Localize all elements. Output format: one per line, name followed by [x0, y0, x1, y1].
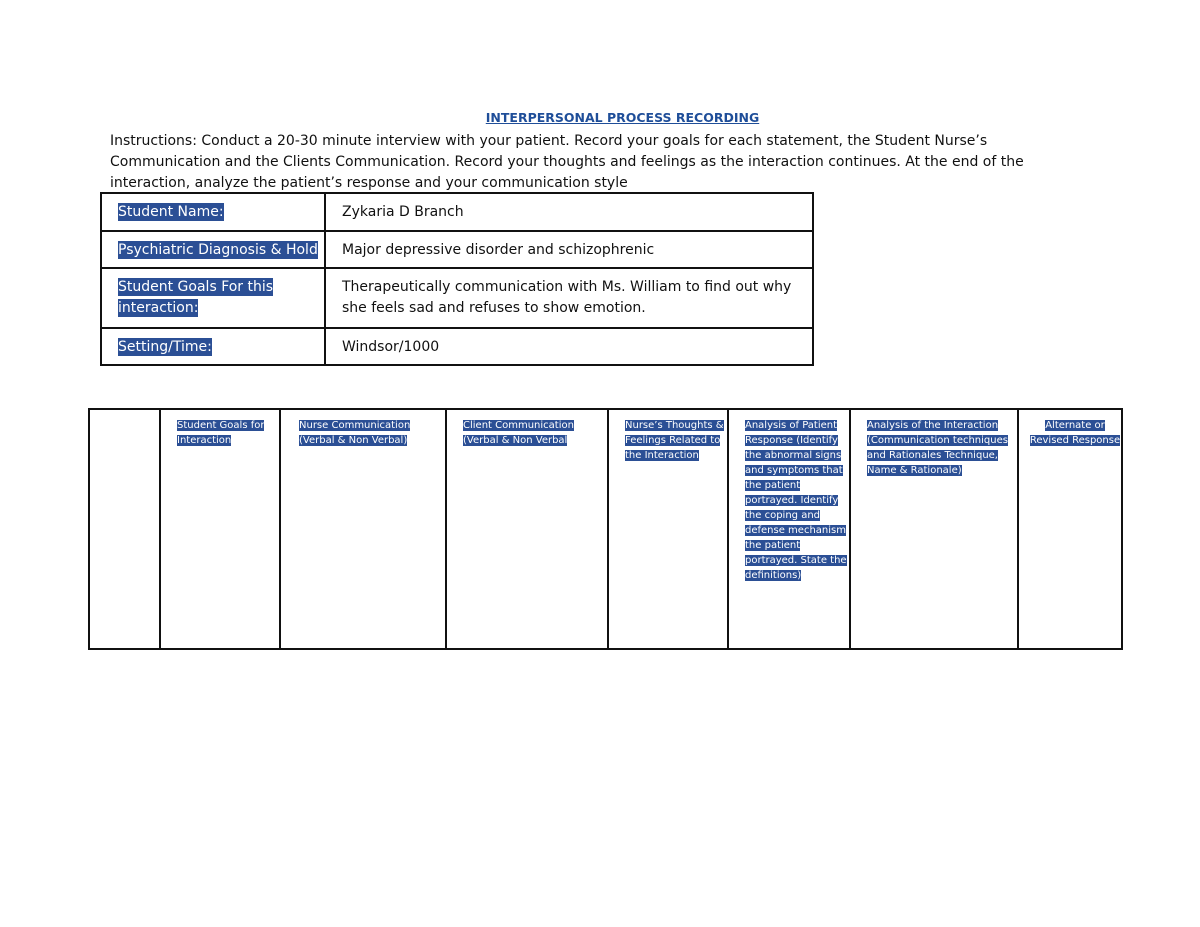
goals-label: Student Goals For this interaction: — [118, 279, 274, 316]
info-row-diagnosis — [101, 231, 813, 268]
info-row-goals — [101, 268, 813, 328]
grid-col-nurse-communication: Nurse Communication (Verbal & Non Verbal) — [299, 420, 411, 446]
info-row-setting — [101, 328, 813, 365]
page-title: INTERPERSONAL PROCESS RECORDING — [485, 110, 760, 125]
grid-header-row — [89, 409, 1122, 649]
student-name-label: Student Name: — [118, 204, 224, 220]
recording-grid-table — [88, 408, 1123, 650]
info-row-student-name — [101, 193, 813, 231]
grid-col-analysis-interaction: Analysis of the Interaction (Communication techniques and Rationales Technique, Name & Rationale) — [867, 420, 1008, 476]
grid-col-analysis-patient-response: Analysis of Patient Response (Identify the abnormal signs and symptoms that the patient portrayed. Identify the coping and defense mechanism the patient portrayed. State the definitions) — [745, 420, 847, 581]
grid-col-student-goals: Student Goals for Interaction — [177, 420, 265, 446]
setting-value: Windsor/1000 — [325, 328, 813, 365]
student-name-value: Zykaria D Branch — [325, 193, 813, 231]
grid-col-blank — [89, 409, 160, 649]
grid-col-alternate-response: Alternate or Revised Response — [1029, 420, 1121, 446]
goals-value: Therapeutically communication with Ms. William to find out why she feels sad and refuses to show emotion. — [325, 268, 813, 328]
diagnosis-label: Psychiatric Diagnosis & Hold — [118, 241, 318, 258]
grid-col-client-communication: Client Communication (Verbal & Non Verbal — [463, 420, 574, 446]
grid-col-nurse-thoughts: Nurse’s Thoughts & Feelings Related to the Interaction — [625, 420, 724, 461]
diagnosis-value: Major depressive disorder and schizophrenic — [325, 231, 813, 268]
instructions-text: Instructions: Conduct a 20-30 minute interview with your patient. Record your goals for each statement, the Student Nurse’s Communication and the Clients Communication. Record your thoughts and feelings as the interaction continues. At the end of the interaction, analyze the patient’s response and your communication style — [110, 133, 1024, 191]
student-info-table — [100, 192, 814, 366]
setting-label: Setting/Time: — [118, 338, 212, 355]
